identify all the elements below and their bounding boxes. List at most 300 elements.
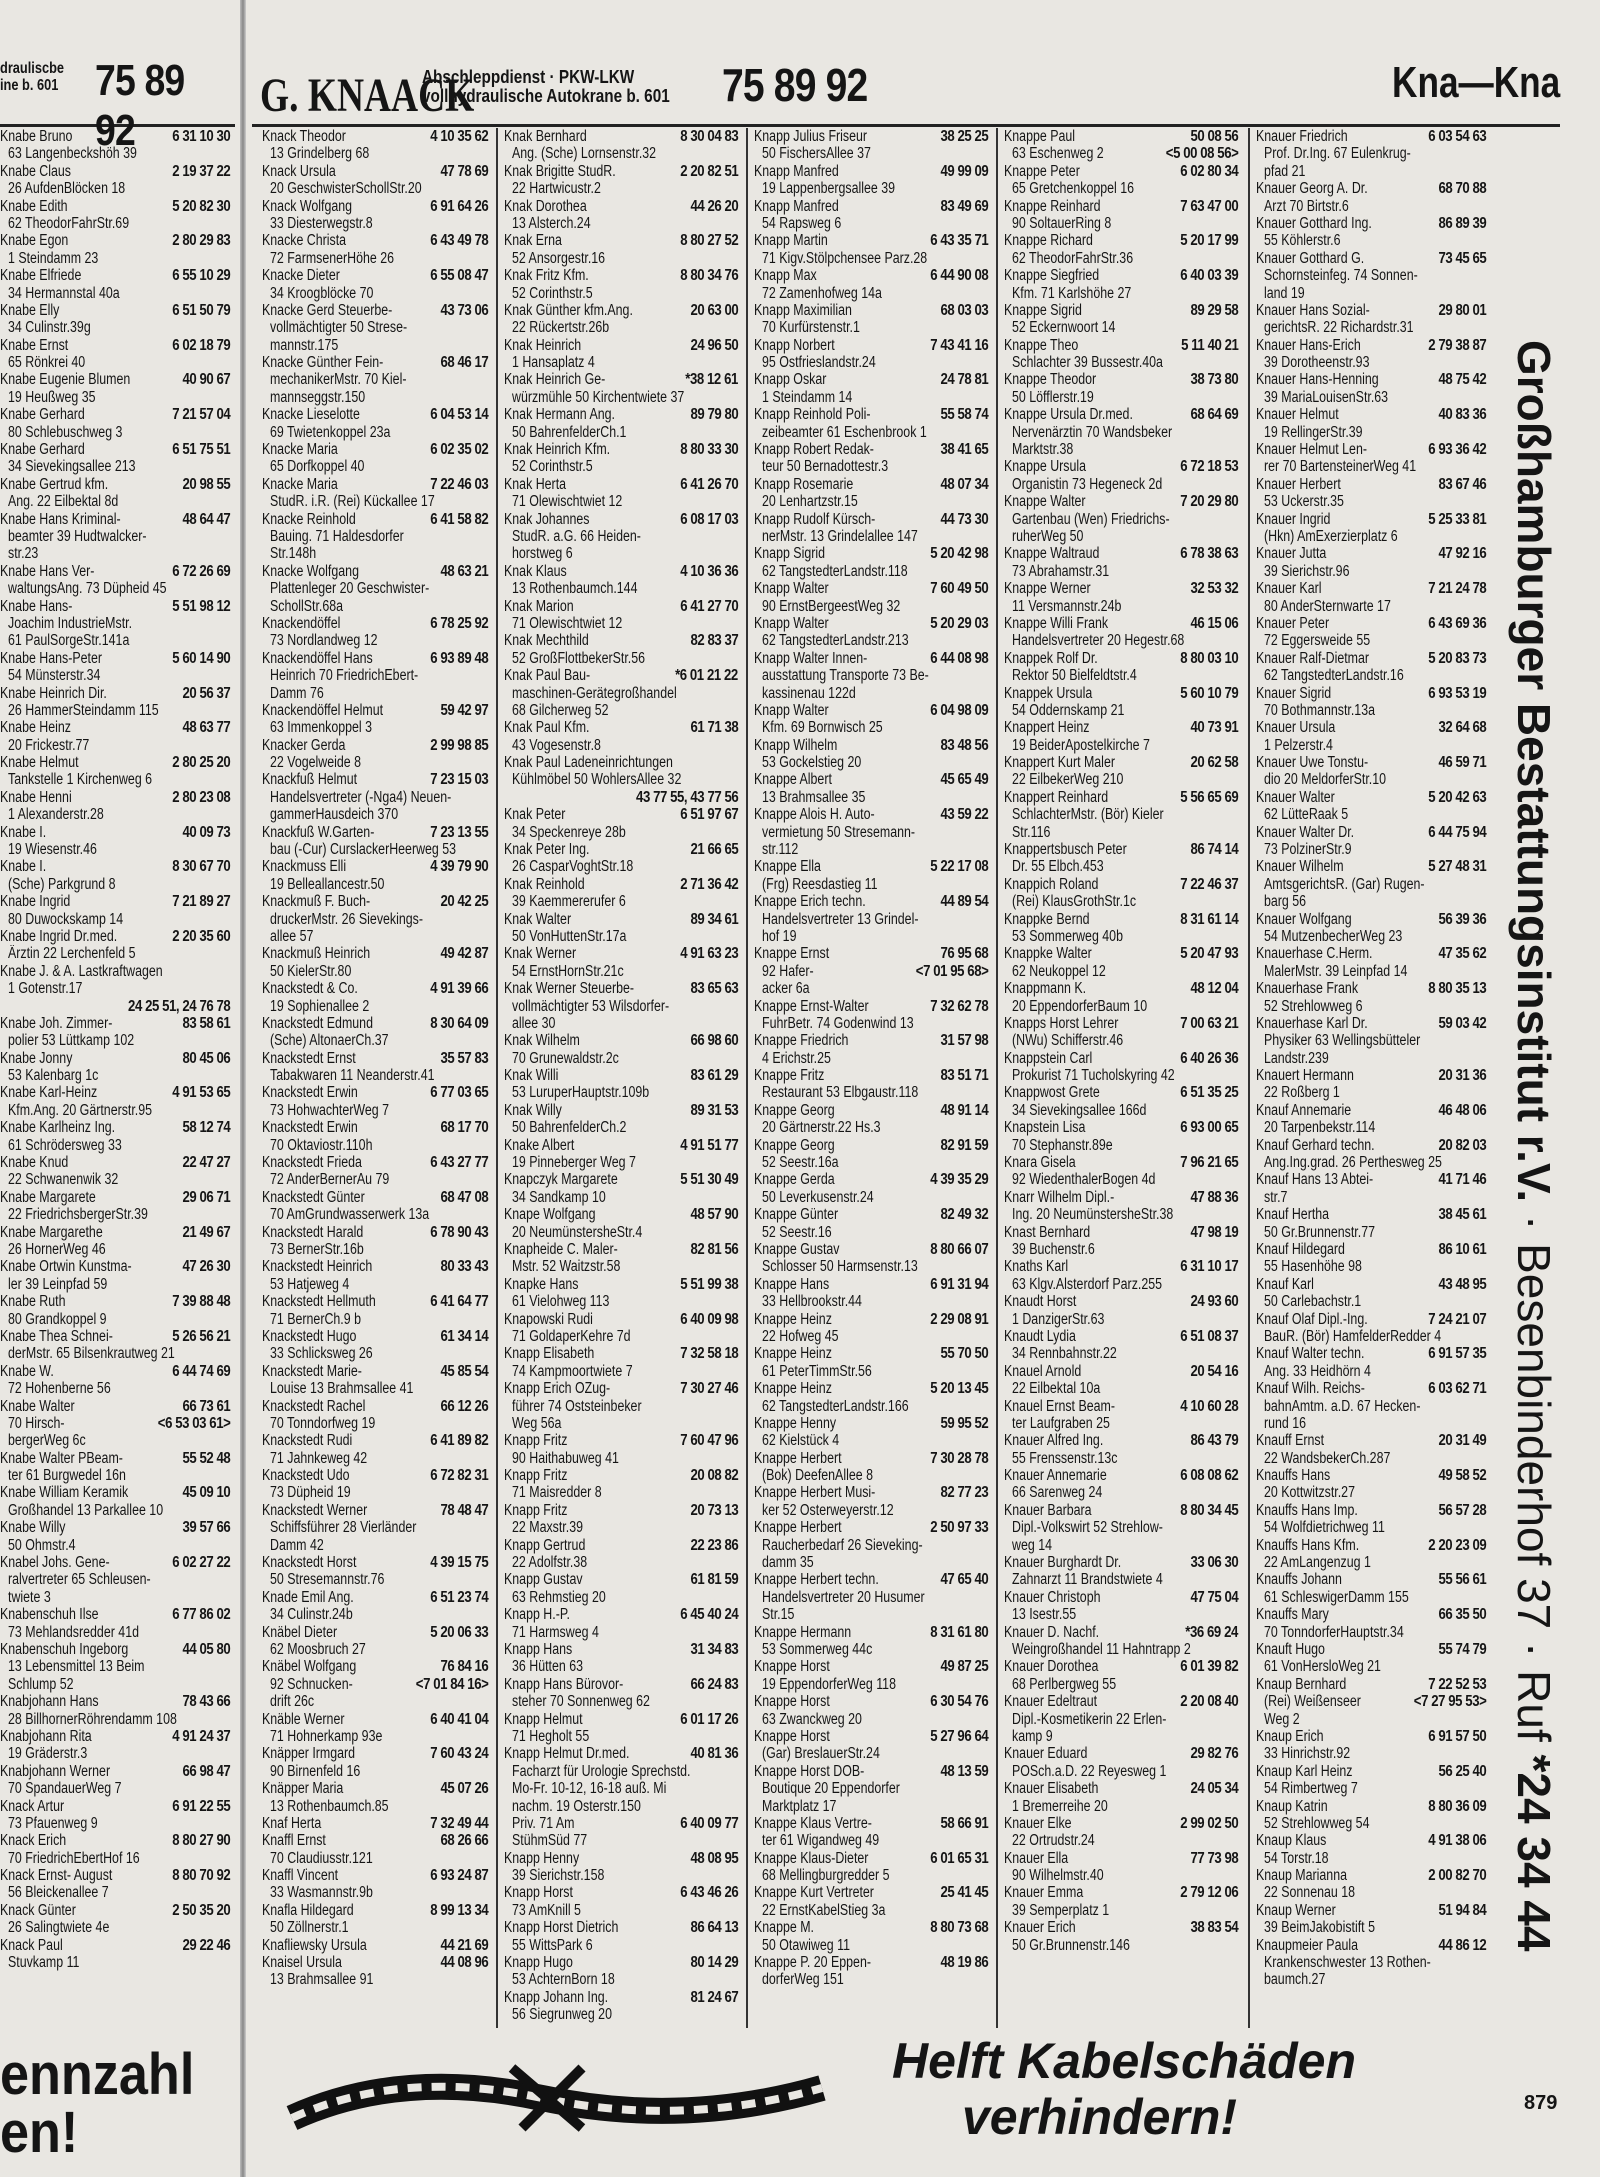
listing-line: [504, 1902, 740, 1919]
listing-line: [262, 406, 490, 423]
listing-phone: 2 80 25 20: [171, 754, 230, 772]
listing-line: [754, 963, 990, 980]
listing-line: [1004, 1554, 1240, 1571]
listing-text: 80 Duwockskamp 14: [8, 910, 124, 928]
listing-text: Marktstr.38: [1012, 441, 1074, 459]
listing-line: [754, 1971, 990, 1988]
listing-text: Knappe Herbert: [754, 1519, 842, 1537]
listing-phone: 20 73 13: [690, 1501, 738, 1519]
listing-phone: 83 65 63: [690, 980, 738, 998]
listing-phone: 8 80 27 52: [679, 232, 738, 250]
listing-phone: 6 93 36 42: [1427, 441, 1486, 459]
listing-text: Knappe Alois H. Auto-: [754, 806, 875, 824]
listing-line: [262, 928, 490, 945]
listing-text: 34 Sandkamp 10: [512, 1188, 606, 1206]
listing-text: Nervenärztin 70 Wandsbeker: [1012, 423, 1173, 441]
listing-text: Knabe Henni: [0, 788, 72, 806]
listing-text: ter 61 Wigandweg 49: [762, 1832, 880, 1850]
listing-line: [1004, 632, 1240, 649]
listing-text: Knack Theodor: [262, 128, 346, 145]
listing-line: [0, 1154, 232, 1171]
listing-line: [754, 267, 990, 284]
listing-text: 50 Ohmstr.4: [8, 1536, 76, 1554]
listing-phone: 83 67 46: [1438, 475, 1486, 493]
listing-text: damm 35: [762, 1554, 814, 1572]
listing-line: [0, 1902, 232, 1919]
listing-line: [1004, 771, 1240, 788]
listing-line: [0, 632, 232, 649]
listing-line: [754, 128, 990, 145]
listing-text: (Bok) DeefenAllee 8: [762, 1467, 873, 1485]
listing-line: [504, 598, 740, 615]
listing-text: 54 Oddernskamp 21: [1012, 701, 1125, 719]
listing-text: Knappe Willi Frank: [1004, 614, 1109, 632]
listing-line: [0, 1293, 232, 1310]
listing-text: Schornsteinfeg. 74 Sonnen-: [1264, 267, 1418, 285]
listing-text: Knapheide C. Maler-: [504, 1241, 618, 1258]
listing-phone: 33 06 30: [1190, 1554, 1238, 1572]
listing-phone: 8 31 61 14: [1179, 910, 1238, 928]
listing-text: Knappe Albert: [754, 771, 832, 789]
listing-phone: 66 12 26: [440, 1397, 488, 1415]
listing-phone: 4 39 15 75: [429, 1554, 488, 1572]
listing-phone: <7 01 84 16>: [415, 1675, 488, 1693]
listing-phone: 5 20 06 33: [429, 1623, 488, 1641]
listing-phone: 83 51 71: [940, 1067, 988, 1085]
listing-text: Physiker 63 Wellingsbütteler: [1264, 1032, 1421, 1050]
listing-text: Ang. (Sche) Lornsenstr.32: [512, 145, 657, 163]
listing-text: 65 Rönkrei 40: [8, 354, 86, 372]
listing-line: [754, 1467, 990, 1484]
listing-text: Knappe Georg: [754, 1136, 835, 1154]
listing-text: Kfm. 71 Karlshöhe 27: [1012, 284, 1132, 302]
listing-phone: 8 80 70 92: [171, 1867, 230, 1885]
listing-phone: 86 43 79: [1190, 1432, 1238, 1450]
listing-line: [504, 841, 740, 858]
listing-line: [1256, 1137, 1488, 1154]
listing-text: Knauer Friedrich: [1256, 128, 1348, 145]
listing-text: 34 Kroogblöcke 70: [270, 284, 374, 302]
listing-text: 39 MariaLouisenStr.63: [1264, 388, 1389, 406]
listing-text: 52 Strehlowweg 54: [1264, 1814, 1370, 1832]
listing-text: Knauer Elisabeth: [1004, 1780, 1099, 1798]
listing-phone: 44 89 54: [940, 893, 988, 911]
listing-text: kamp 9: [1012, 1727, 1053, 1745]
listing-phone: 6 01 39 82: [1179, 1658, 1238, 1676]
listing-line: [0, 1919, 232, 1936]
listing-text: 69 Twietenkoppel 23a: [270, 423, 391, 441]
listing-text: 13 Lebensmittel 13 Beim: [8, 1658, 145, 1676]
listing-phone: 7 00 63 21: [1179, 1014, 1238, 1032]
listing-line: [1256, 650, 1488, 667]
listing-text: Knackfuß Helmut: [262, 771, 358, 789]
listing-line: [754, 911, 990, 928]
listing-line: [1256, 911, 1488, 928]
listing-phone: 31 57 98: [940, 1032, 988, 1050]
listing-line: [262, 1502, 490, 1519]
listing-line: [1004, 250, 1240, 267]
listing-line: [504, 1519, 740, 1536]
listing-line: [1256, 476, 1488, 493]
listing-text: Knapp Max: [754, 267, 817, 285]
listing-phone: 20 63 00: [690, 301, 738, 319]
listing-line: [504, 1989, 740, 2006]
page-number: 879: [1524, 2092, 1558, 2114]
listing-phone: 89 29 58: [1190, 301, 1238, 319]
listing-line: [1004, 1693, 1240, 1710]
bottom-ad-line-1: Helft Kabelschäden: [892, 2033, 1357, 2089]
listing-text: Knappertsbusch Peter: [1004, 841, 1127, 859]
listing-line: [0, 1676, 232, 1693]
listing-phone: 2 99 98 85: [429, 736, 488, 754]
listing-text: 22 Vogelweide 8: [270, 754, 362, 772]
listing-text: Knäpper Maria: [262, 1780, 344, 1798]
listing-line: [0, 545, 232, 562]
listing-text: Knake Albert: [504, 1136, 575, 1154]
listing-line: [754, 667, 990, 684]
listing-text: (Gar) BreslauerStr.24: [762, 1745, 880, 1763]
listing-line: [1004, 1032, 1240, 1049]
listing-text: Mstr. 52 Waitzstr.58: [512, 1258, 621, 1276]
listing-line: [0, 598, 232, 615]
listing-line: [504, 858, 740, 875]
listing-phone: 4 10 36 36: [679, 562, 738, 580]
listing-text: Knappe Sigrid: [1004, 301, 1082, 319]
listing-phone: 49 42 87: [440, 945, 488, 963]
listing-line: [1004, 528, 1240, 545]
listing-line: [1256, 232, 1488, 249]
listing-text: Knauf Wilh. Reichs-: [1256, 1380, 1365, 1398]
listing-line: [0, 163, 232, 180]
listing-line: [262, 841, 490, 858]
listing-line: [0, 1084, 232, 1101]
listing-text: Knauer Eduard: [1004, 1745, 1088, 1763]
header-phone: 75 89 92: [722, 59, 868, 111]
listing-text: 54 Rapsweg 6: [762, 214, 842, 232]
listing-text: Marktplatz 17: [762, 1797, 837, 1815]
listing-line: [754, 441, 990, 458]
listing-text: Knabe Eugenie Blumen: [0, 371, 131, 389]
listing-text: dorferWeg 151: [762, 1971, 844, 1989]
listing-text: 55 WittsPark 6: [512, 1936, 593, 1954]
listing-phone: 76 84 16: [440, 1658, 488, 1676]
listing-text: Knara Gisela: [1004, 1154, 1076, 1172]
listing-phone: 8 80 34 45: [1179, 1501, 1238, 1519]
listing-phone: 55 70 50: [940, 1345, 988, 1363]
listing-line: [1004, 232, 1240, 249]
listing-phone: 6 02 18 79: [171, 336, 230, 354]
listing-phone: 38 25 25: [940, 128, 988, 145]
listing-line: [754, 511, 990, 528]
listing-line: [1004, 1519, 1240, 1536]
listing-text: 34 Sievekingsallee 166d: [1012, 1101, 1147, 1119]
listing-text: Knauer Sigrid: [1256, 684, 1332, 702]
listing-text: 68 Mellingburgredder 5: [762, 1867, 890, 1885]
listing-text: Knappe Ernst-Walter: [754, 997, 869, 1015]
listing-line: [1256, 1937, 1488, 1954]
listing-text: Knak Hermann Ang.: [504, 406, 615, 424]
listing-phone: 2 99 02 50: [1179, 1814, 1238, 1832]
listing-text: Knappke Bernd: [1004, 910, 1090, 928]
listing-phone: 5 22 17 08: [929, 858, 988, 876]
listing-phone: 4 10 35 62: [429, 128, 488, 145]
listing-text: Knackstedt Edmund: [262, 1014, 373, 1032]
listing-text: 19 EppendorferWeg 118: [762, 1675, 896, 1693]
listing-text: maschinen-Gerätegroßhandel: [512, 684, 677, 702]
listing-line: [0, 1415, 232, 1432]
listing-line: [1004, 928, 1240, 945]
listing-phone: 5 20 42 98: [929, 545, 988, 563]
listing-phone: 5 27 48 31: [1427, 858, 1486, 876]
listing-text: Knabenschuh Ingeborg: [0, 1640, 129, 1658]
listing-text: Knauer Dorothea: [1004, 1658, 1099, 1676]
listing-text: Knak Willi: [504, 1067, 559, 1085]
listing-line: [0, 1015, 232, 1032]
listing-text: Knafla Hildegard: [262, 1901, 354, 1919]
listing-phone: 47 78 69: [440, 162, 488, 180]
listing-line: [1256, 719, 1488, 736]
listing-phone: 29 80 01: [1438, 301, 1486, 319]
listing-phone: 6 55 10 29: [171, 267, 230, 285]
listing-line: [262, 1380, 490, 1397]
listing-text: Weingroßhandel 11 Hahntrapp 2: [1012, 1640, 1191, 1658]
listing-phone: *6 01 21 22: [675, 667, 738, 685]
listing-phone: 6 02 80 34: [1179, 162, 1238, 180]
listing-text: Knauf Olaf Dipl.-Ing.: [1256, 1310, 1368, 1328]
listing-phone: 48 57 90: [690, 1206, 738, 1224]
listing-phone: 6 91 57 50: [1427, 1727, 1486, 1745]
listing-phone: 83 61 29: [690, 1067, 738, 1085]
listing-text: Knappe Horst DOB-: [754, 1762, 865, 1780]
listing-line: [0, 580, 232, 597]
listing-text: Knauer Peter: [1256, 614, 1330, 632]
listing-line: [754, 1937, 990, 1954]
listing-text: Knauer Wolfgang: [1256, 910, 1352, 928]
listing-text: Knappe Werner: [1004, 580, 1091, 598]
listing-text: Knauer Hans Sozial-: [1256, 301, 1370, 319]
listing-line: [0, 1519, 232, 1536]
listing-text: 50 KielerStr.80: [270, 962, 352, 980]
listing-line: [1256, 841, 1488, 858]
listing-text: 61 SchleswigerDamm 155: [1264, 1588, 1409, 1606]
listing-text: 62 TheodorFahrStr.69: [8, 214, 130, 232]
listing-line: [1004, 876, 1240, 893]
listing-line: [1004, 267, 1240, 284]
listing-phone: 4 39 35 29: [929, 1171, 988, 1189]
listing-line: [262, 198, 490, 215]
listing-text: 70 AmGrundwasserwerk 13a: [270, 1206, 430, 1224]
listing-line: [0, 1711, 232, 1728]
listing-line: [1004, 1189, 1240, 1206]
listing-text: 22 WandsbekerCh.287: [1264, 1449, 1391, 1467]
left-bottom-line: en!: [0, 2100, 79, 2165]
listing-text: Knabe Walter PBeam-: [0, 1449, 123, 1467]
listing-phone: 6 72 26 69: [171, 562, 230, 580]
listing-phone: 7 23 13 55: [429, 823, 488, 841]
listing-line: [0, 998, 232, 1015]
listing-text: ter 61 Burgwedel 16n: [8, 1467, 126, 1485]
listing-text: Knacke Dieter: [262, 267, 340, 285]
listing-line: [504, 702, 740, 719]
listing-line: [1256, 1832, 1488, 1849]
listing-line: [504, 1276, 740, 1293]
listing-line: [1256, 250, 1488, 267]
listing-line: [504, 685, 740, 702]
listing-text: Knak Heinrich: [504, 336, 582, 354]
listing-text: vermietung 50 Stresemann-: [762, 823, 916, 841]
listing-line: [754, 1380, 990, 1397]
listing-text: führer 74 Oststeinbeker: [512, 1397, 642, 1415]
listing-line: [504, 911, 740, 928]
listing-line: [1256, 1432, 1488, 1449]
listing-phone: 82 77 23: [940, 1484, 988, 1502]
listing-text: 50 Stresemannstr.76: [270, 1571, 385, 1589]
listing-phone: 6 93 89 48: [429, 649, 488, 667]
listing-phone: 68 70 88: [1438, 180, 1486, 198]
listing-line: [1004, 1606, 1240, 1623]
listing-text: 63 Immenkoppel 3: [270, 719, 373, 737]
listing-text: Knapp Robert Redak-: [754, 441, 874, 459]
listing-line: [1004, 1815, 1240, 1832]
listing-text: 50 Leverkusenstr.24: [762, 1188, 874, 1206]
listing-text: 22 Eilbektal 10a: [1012, 1380, 1101, 1398]
listing-line: [754, 1832, 990, 1849]
listing-line: [504, 1102, 740, 1119]
listing-text: 20 Kottwitzstr.27: [1264, 1484, 1355, 1502]
listing-phone: 32 64 68: [1438, 719, 1486, 737]
listing-text: würzmühle 50 Kirchentwiete 37: [512, 388, 685, 406]
listing-text: 52 Ansorgestr.16: [512, 249, 606, 267]
listing-text: Knabjohann Rita: [0, 1727, 92, 1745]
listing-text: Knappe Ursula: [1004, 458, 1087, 476]
listing-line: [0, 250, 232, 267]
listing-text: Knak Herta: [504, 475, 567, 493]
listing-text: 1 DanzigerStr.63: [1012, 1310, 1105, 1328]
listing-text: 13 Rothenbaumch.144: [512, 580, 638, 598]
listing-text: Knauer Barbara: [1004, 1501, 1092, 1519]
side-ad-name: Großhamburger Bestattungsinstitut r.V.: [1508, 340, 1560, 1203]
listing-line: [754, 1415, 990, 1432]
listing-line: [504, 1015, 740, 1032]
listing-line: [1004, 1832, 1240, 1849]
listing-text: Knaup Marianna: [1256, 1867, 1347, 1885]
listing-text: 62 Moosbruch 27: [270, 1640, 366, 1658]
listing-line: [504, 1641, 740, 1658]
listing-line: [1256, 1658, 1488, 1675]
listing-text: Knaup Katrin: [1256, 1797, 1328, 1815]
listing-text: 61 PeterTimmStr.56: [762, 1362, 872, 1380]
listing-line: [1256, 1032, 1488, 1049]
listing-text: Knabe Ortwin Kunstma-: [0, 1258, 132, 1276]
listing-text: Knackstedt Erwin: [262, 1084, 358, 1102]
listing-line: [1004, 1676, 1240, 1693]
listing-line: [262, 945, 490, 962]
listing-line: [1256, 893, 1488, 910]
listing-text: 13 Grindelberg 68: [270, 145, 370, 163]
listing-line: [1256, 945, 1488, 962]
listing-text: 71 BernerCh.9 b: [270, 1310, 361, 1328]
listing-line: [504, 441, 740, 458]
listing-line: [754, 1867, 990, 1884]
listing-text: 62 TangstedterLandstr.166: [762, 1397, 909, 1415]
listing-line: [0, 1728, 232, 1745]
listing-text: 54 Münsterstr.34: [8, 667, 101, 685]
listing-line: [1004, 285, 1240, 302]
listing-line: [1004, 389, 1240, 406]
listing-line: [1256, 598, 1488, 615]
listing-text: Knabe Karlheinz Ing.: [0, 1119, 116, 1137]
listing-text: 39 Buchenstr.6: [1012, 1241, 1095, 1258]
listing-text: 22 Maxstr.39: [512, 1519, 583, 1537]
listing-text: Knabe I.: [0, 823, 47, 841]
listing-text: Knauer Christoph: [1004, 1588, 1101, 1606]
listing-text: allee 30: [512, 1014, 556, 1032]
listing-text: 90 Wilhelmstr.40: [1012, 1867, 1104, 1885]
listing-text: Knapczyk Margarete: [504, 1171, 618, 1189]
listing-phone: 20 56 37: [182, 684, 230, 702]
listing-line: [1256, 1780, 1488, 1797]
header-name-range: Kna—Kna: [1391, 58, 1560, 107]
listing-phone: 6 41 64 77: [429, 1293, 488, 1311]
listing-line: [504, 1919, 740, 1936]
listing-text: 62 Kielstück 4: [762, 1432, 840, 1450]
listing-line: [504, 1432, 740, 1449]
listing-text: 71 GoldaperKehre 7d: [512, 1327, 631, 1345]
listing-line: [262, 806, 490, 823]
listing-text: Priv. 71 Am: [512, 1814, 575, 1832]
listing-line: [504, 215, 740, 232]
listing-text: 26 HammerSteindamm 115: [8, 701, 159, 719]
listing-phone: 6 40 09 98: [679, 1310, 738, 1328]
listing-text: Knapp Maximilian: [754, 301, 852, 319]
listing-text: Knapp Oskar: [754, 371, 827, 389]
listing-phone: 6 08 17 03: [679, 510, 738, 528]
listing-line: [1004, 998, 1240, 1015]
listing-text: 92 Hafer-: [762, 962, 814, 980]
listing-line: [1256, 737, 1488, 754]
listing-text: Knaths Karl: [1004, 1258, 1069, 1276]
listing-line: [1004, 458, 1240, 475]
listing-line: [0, 702, 232, 719]
listing-line: [504, 1954, 740, 1971]
listing-text: Knackstedt Erwin: [262, 1119, 358, 1137]
listing-line: [1004, 1432, 1240, 1449]
listing-line: [754, 928, 990, 945]
listing-text: Knappe Heinz: [754, 1380, 832, 1398]
listing-text: Knapp Henny: [504, 1849, 580, 1867]
listing-line: [262, 1867, 490, 1884]
listing-text: 68 Gilcherweg 52: [512, 701, 609, 719]
listing-text: 39 Sierichstr.96: [1264, 562, 1350, 580]
listing-text: Knappwost Grete: [1004, 1084, 1100, 1102]
listing-phone: 58 66 91: [940, 1814, 988, 1832]
listing-text: hof 19: [762, 927, 797, 945]
listing-line: [754, 371, 990, 388]
listing-text: Knabe Gerhard: [0, 406, 85, 424]
listing-line: [0, 841, 232, 858]
listing-text: teur 50 Bernadottestr.3: [762, 458, 889, 476]
listing-phone: 21 66 65: [690, 841, 738, 859]
listing-text: StudR. i.R. (Rei) Kückallee 17: [270, 493, 435, 511]
listing-line: [1004, 180, 1240, 197]
listing-text: 19 Pinneberger Weg 7: [512, 1154, 636, 1172]
listing-line: [754, 319, 990, 336]
listing-line: [1004, 1311, 1240, 1328]
listing-line: [754, 1850, 990, 1867]
listing-text: acker 6a: [762, 980, 810, 998]
listing-line: [262, 458, 490, 475]
listing-text: drift 26c: [270, 1693, 315, 1711]
